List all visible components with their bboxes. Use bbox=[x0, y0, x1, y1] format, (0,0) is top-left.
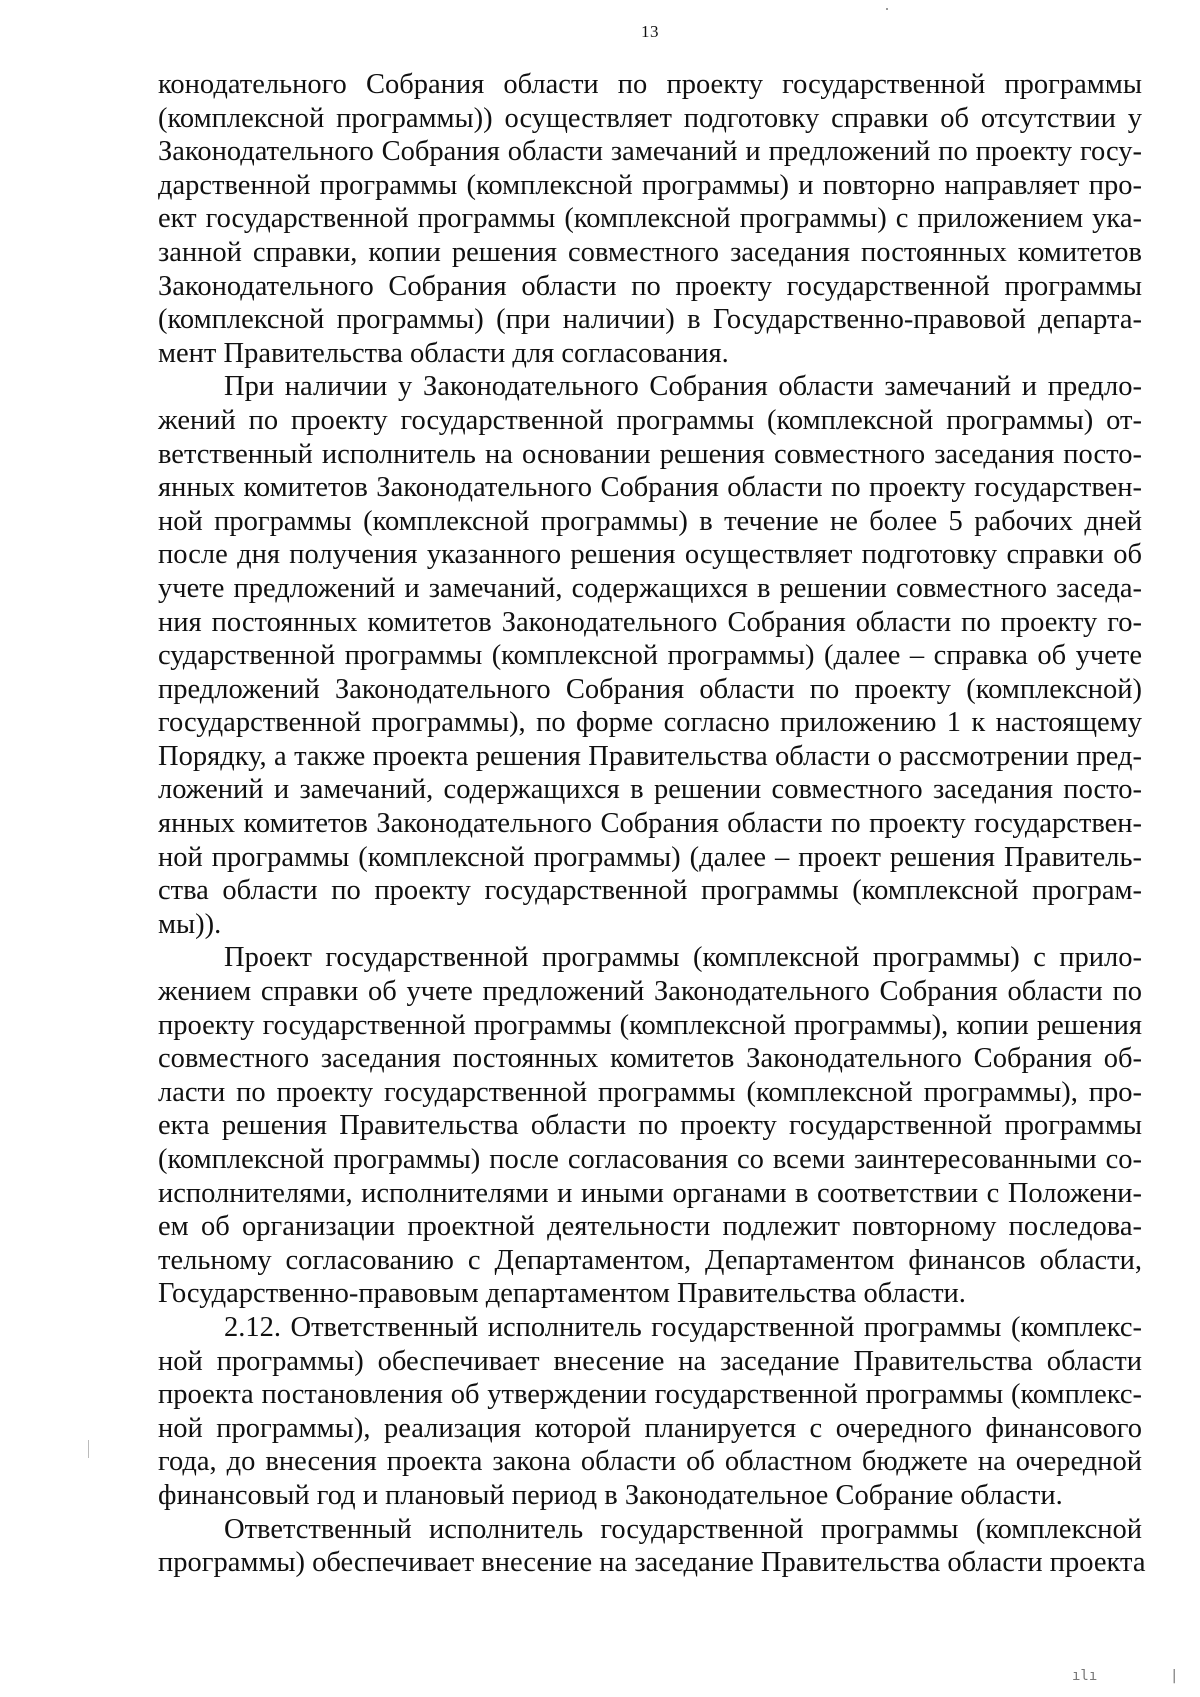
paragraph bbox=[158, 1513, 1146, 1580]
text-line: жений по проекту государственной программы (комплексной программы) от- bbox=[158, 404, 1142, 436]
text-line: исполнителями, исполнителями и иными органами в соответствии с Положени- bbox=[158, 1177, 1142, 1209]
text-line: дарственной программы (комплексной программы) и повторно направляет про- bbox=[158, 169, 1142, 201]
text-line: проекту государственной программы (комплексной программы), копии решения bbox=[158, 1009, 1142, 1041]
text-line: (комплексной программы) (при наличии) в Государственно-правовой департа- bbox=[158, 304, 1142, 336]
text-line: Законодательного Собрания области замечаний и предложений по проекту госу- bbox=[158, 136, 1142, 168]
text-line: ной программы) обеспечивает внесение на заседание Правительства области bbox=[158, 1345, 1142, 1377]
text-line: ной программы (комплексной программы) в течение не более 5 рабочих дней bbox=[158, 505, 1142, 537]
text-line: ной программы (комплексной программы) (далее – проект решения Правитель- bbox=[158, 841, 1142, 873]
text-line: Ответственный исполнитель государственной программы (комплексной bbox=[224, 1513, 1142, 1545]
text-line: янных комитетов Законодательного Собрания области по проекту государствен- bbox=[158, 472, 1142, 504]
text-line: При наличии у Законодательного Собрания области замечаний и предло- bbox=[224, 371, 1142, 403]
paragraph bbox=[158, 370, 1142, 941]
text-line: сударственной программы (комплексной программы) (далее – справка об учете bbox=[158, 640, 1142, 672]
text-line: ем об организации проектной деятельности подлежит повторному последова- bbox=[158, 1211, 1142, 1243]
text-line: ласти по проекту государственной программы (комплексной программы), про- bbox=[158, 1076, 1142, 1108]
paragraph bbox=[158, 1311, 1142, 1513]
text-line: мент Правительства области для согласования. bbox=[158, 337, 729, 369]
text-line: совместного заседания постоянных комитетов Законодательного Собрания об- bbox=[158, 1043, 1142, 1075]
text-line: программы) обеспечивает внесение на заседание Правительства области проекта bbox=[158, 1547, 1146, 1579]
text-line: Государственно-правовым департаментом Правительства области. bbox=[158, 1278, 966, 1310]
text-line: янных комитетов Законодательного Собрания области по проекту государствен- bbox=[158, 808, 1142, 840]
text-line: ной программы), реализация которой планируется с очередного финансового bbox=[158, 1412, 1142, 1444]
text-line: (комплексной программы) после согласования со всеми заинтересованными со- bbox=[158, 1144, 1142, 1175]
text-line: учете предложений и замечаний, содержащихся в решении совместного заседа- bbox=[158, 572, 1142, 604]
text-line: ния постоянных комитетов Законодательного Собрания области по проекту го- bbox=[158, 606, 1142, 638]
document-body bbox=[158, 68, 1146, 1580]
footer-scan-mark-right: | bbox=[1170, 1668, 1179, 1684]
text-line: мы)). bbox=[158, 908, 222, 940]
paragraph bbox=[158, 941, 1142, 1311]
text-line: финансовый год и плановый период в Законодательное Собрание области. bbox=[158, 1479, 1063, 1511]
text-line: Проект государственной программы (комплексной программы) с прило- bbox=[224, 942, 1142, 974]
text-line: ложений и замечаний, содержащихся в решении совместного заседания посто- bbox=[158, 774, 1142, 806]
text-line: после дня получения указанного решения осуществляет подготовку справки об bbox=[158, 539, 1142, 571]
text-line: ства области по проекту государственной программы (комплексной програм- bbox=[158, 875, 1142, 907]
text-line: ект государственной программы (комплексной программы) с приложением ука- bbox=[158, 203, 1142, 235]
text-line: предложений Законодательного Собрания области по проекту (комплексной) bbox=[158, 673, 1142, 705]
text-line: 2.12. Ответственный исполнитель государственной программы (комплекс- bbox=[224, 1311, 1142, 1343]
text-line: года, до внесения проекта закона области об областном бюджете на очередной bbox=[158, 1446, 1142, 1478]
text-line: (комплексной программы)) осуществляет подготовку справки об отсутствии у bbox=[158, 102, 1142, 134]
text-line: занной справки, копии решения совместного заседания постоянных комитетов bbox=[158, 236, 1142, 268]
text-line: ветственный исполнитель на основании решения совместного заседания посто- bbox=[158, 438, 1142, 470]
text-line: екта решения Правительства области по проекту государственной программы bbox=[158, 1110, 1142, 1142]
text-line: тельному согласованию с Департаментом, Департаментом финансов области, bbox=[158, 1244, 1142, 1276]
page-number: 13 bbox=[641, 22, 659, 41]
text-line: Законодательного Собрания области по проекту государственной программы bbox=[158, 270, 1142, 302]
text-line: конодательного Собрания области по проекту государственной программы bbox=[158, 69, 1142, 100]
text-line: жением справки об учете предложений Законодательного Собрания области по bbox=[158, 976, 1142, 1008]
paragraph bbox=[158, 68, 1142, 370]
scan-edge-mark bbox=[88, 1440, 89, 1458]
text-line: государственной программы), по форме согласно приложению 1 к настоящему bbox=[158, 707, 1142, 739]
footer-scan-mark-left: ılı bbox=[1072, 1668, 1098, 1684]
text-line: Порядку, а также проекта решения Правительства области о рассмотрении пред- bbox=[158, 740, 1142, 772]
text-line: проекта постановления об утверждении государственной программы (комплекс- bbox=[158, 1379, 1142, 1411]
scan-speck bbox=[886, 8, 888, 10]
